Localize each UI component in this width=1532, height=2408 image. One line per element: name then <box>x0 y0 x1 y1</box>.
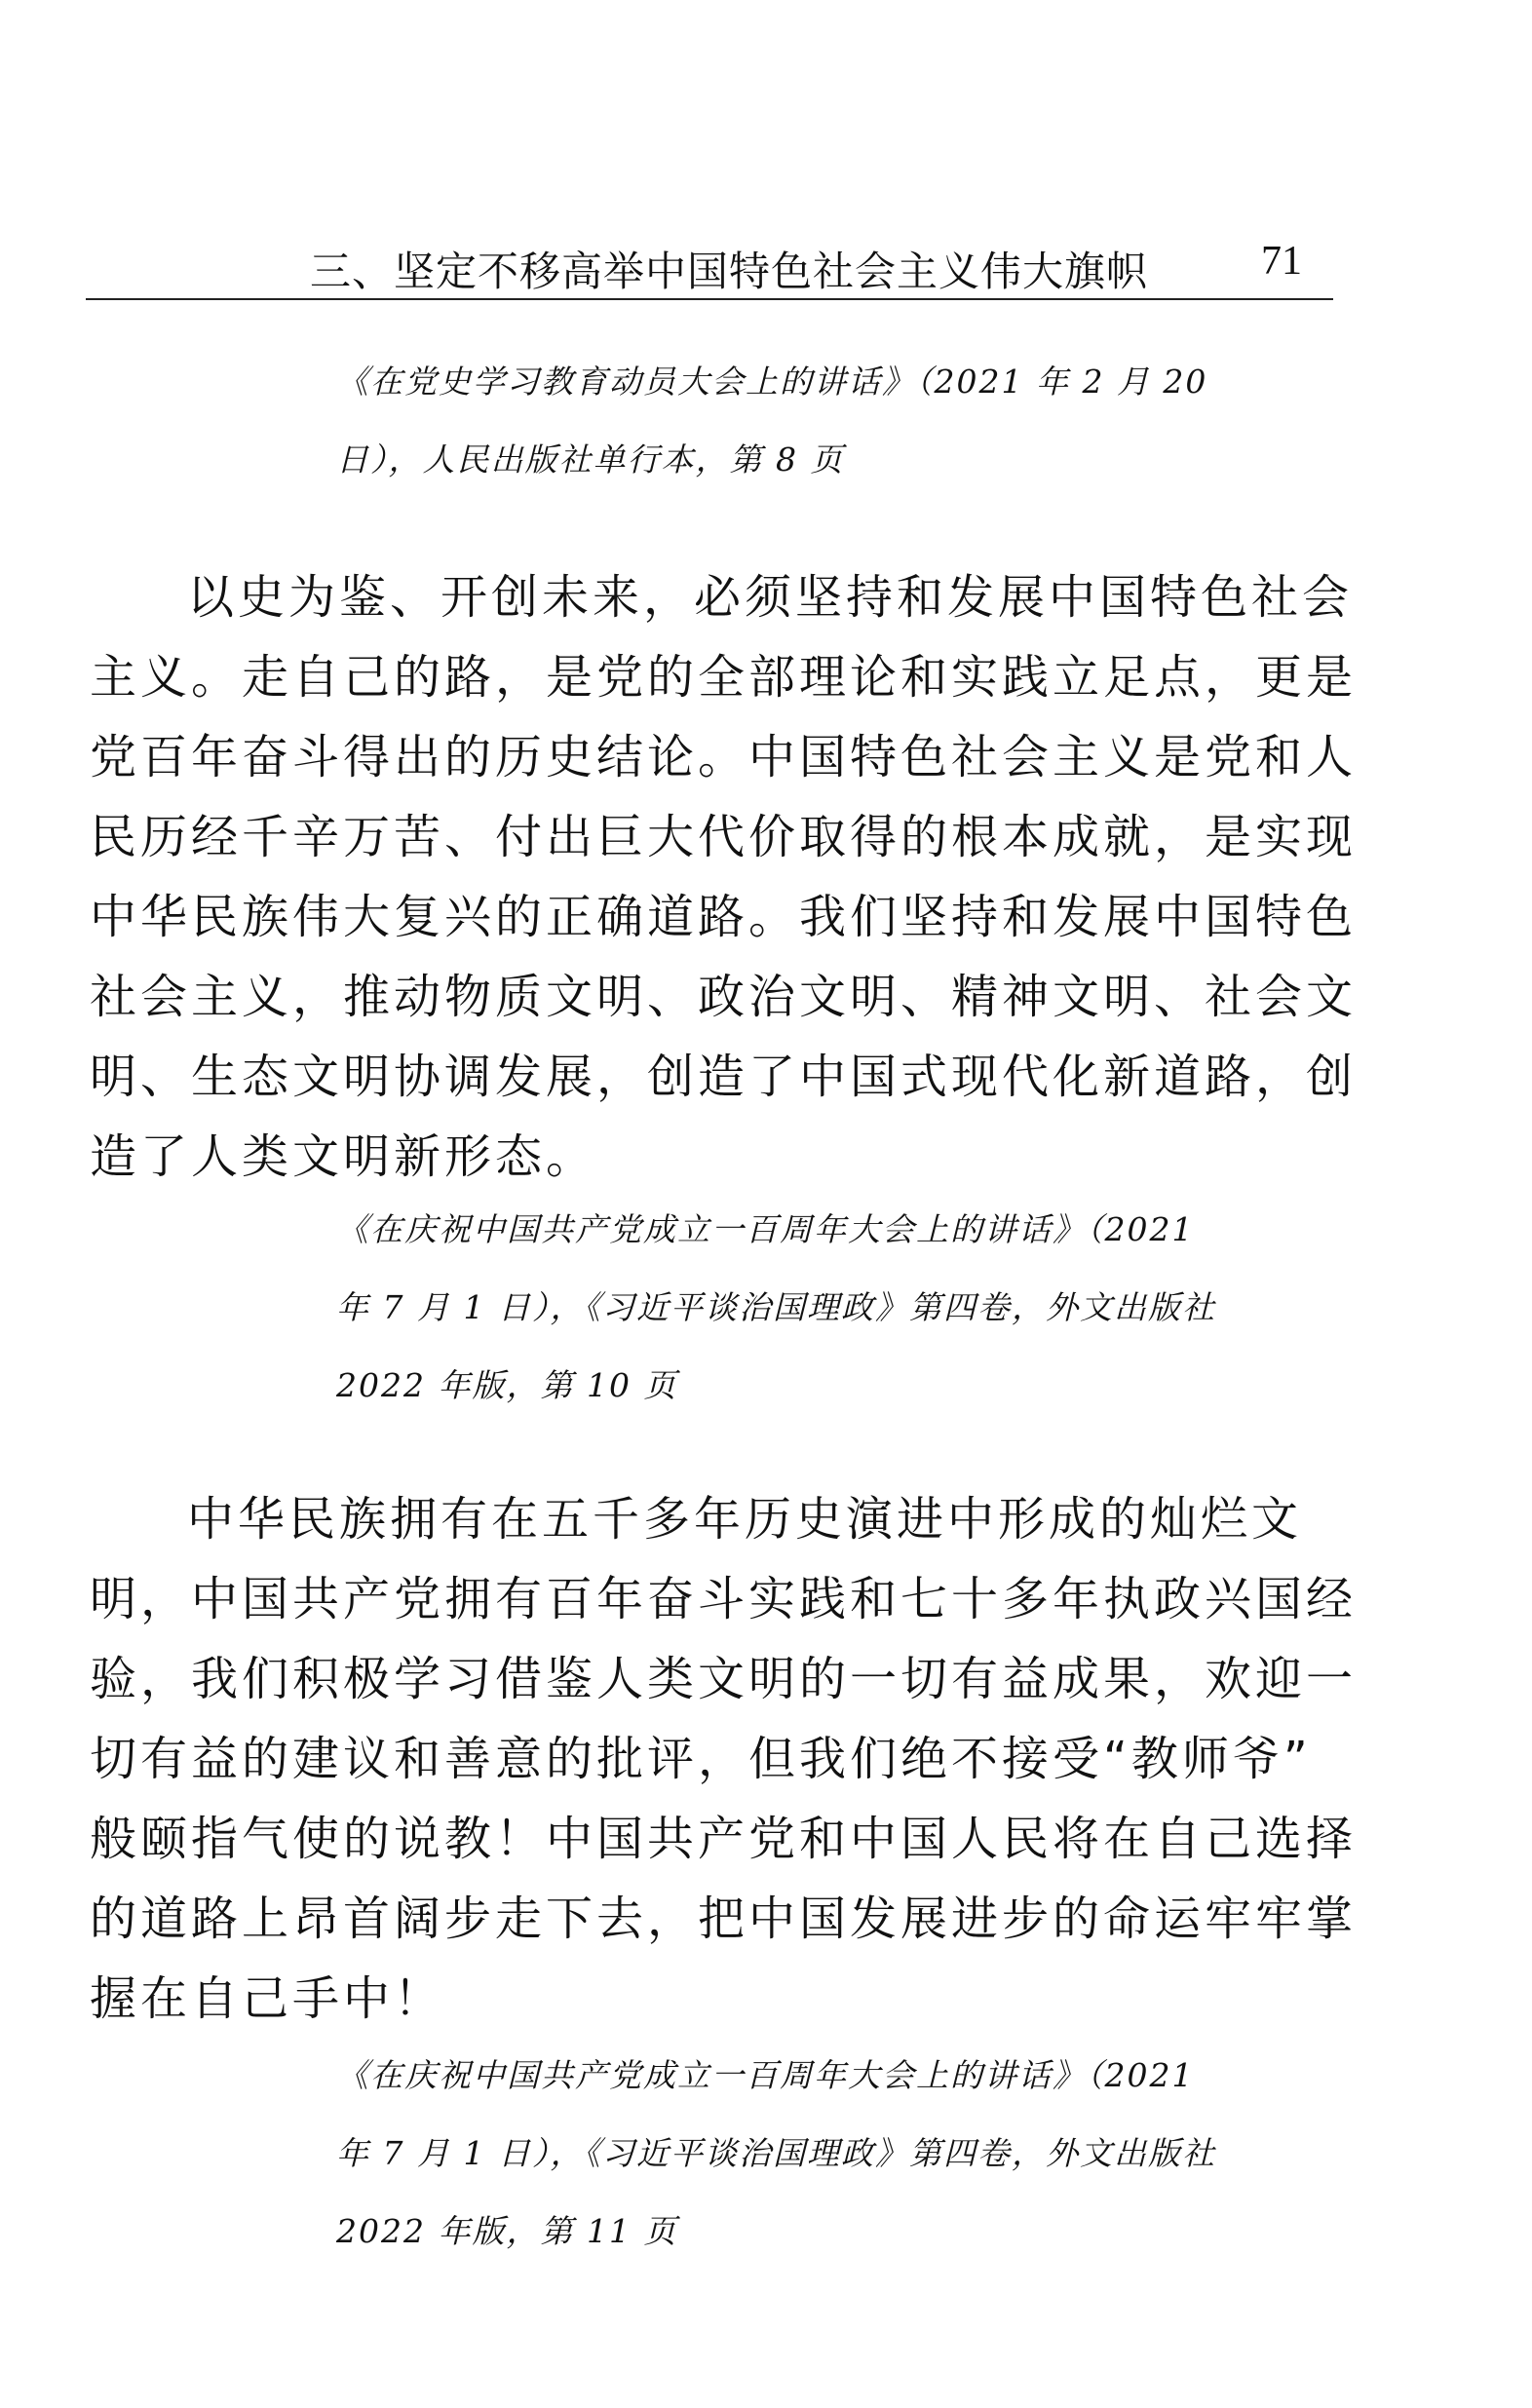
paragraph-line: 主义。走自己的路，是党的全部理论和实践立足点，更是 <box>90 650 1358 705</box>
paragraph-line: 中华民族拥有在五千多年历史演进中形成的灿烂文 <box>187 1492 1303 1547</box>
running-header <box>86 230 1337 298</box>
paragraph-line: 明、生态文明协调发展，创造了中国式现代化新道路，创 <box>90 1050 1358 1104</box>
paragraph-line: 造了人类文明新形态。 <box>90 1129 597 1184</box>
paragraph-line: 验，我们积极学习借鉴人类文明的一切有益成果，欢迎一 <box>90 1652 1358 1706</box>
paragraph-line: 明，中国共产党拥有百年奋斗实践和七十多年执政兴国经 <box>90 1572 1358 1626</box>
body-paragraph-1 <box>90 557 1358 1197</box>
paragraph-line: 般颐指气使的说教！中国共产党和中国人民将在自己选择 <box>90 1812 1358 1866</box>
paragraph-line: 民历经千辛万苦、付出巨大代价取得的根本成就，是实现 <box>90 810 1358 864</box>
citation-line: 年 7 月 1 日），《习近平谈治国理政》第四卷，外文出版社 <box>336 1288 1216 1326</box>
citation-line: 日），人民出版社单行本，第 8 页 <box>336 440 845 478</box>
header-divider <box>86 298 1333 300</box>
citation-1 <box>336 343 1342 499</box>
citation-line: 《在庆祝中国共产党成立一百周年大会上的讲话》（2021 <box>336 2056 1195 2094</box>
paragraph-line: 中华民族伟大复兴的正确道路。我们坚持和发展中国特色 <box>90 890 1358 944</box>
citation-line: 2022 年版，第 10 页 <box>336 1366 678 1404</box>
citation-line: 年 7 月 1 日），《习近平谈治国理政》第四卷，外文出版社 <box>336 2134 1216 2172</box>
page-number: 71 <box>1261 239 1302 284</box>
paragraph-line: 切有益的建议和善意的批评，但我们绝不接受“教师爷” <box>90 1732 1312 1786</box>
citation-line: 《在庆祝中国共产党成立一百周年大会上的讲话》（2021 <box>336 1210 1195 1248</box>
body-paragraph-2 <box>90 1479 1358 2039</box>
citation-line: 《在党史学习教育动员大会上的讲话》（2021 年 2 月 20 <box>336 363 1208 401</box>
citation-line: 2022 年版，第 11 页 <box>336 2212 678 2250</box>
paragraph-line: 社会主义，推动物质文明、政治文明、精神文明、社会文 <box>90 970 1358 1024</box>
citation-3 <box>336 2037 1342 2271</box>
paragraph-line: 握在自己手中！ <box>90 1971 445 2026</box>
paragraph-line: 以史为鉴、开创未来，必须坚持和发展中国特色社会 <box>187 570 1354 625</box>
chapter-title: 三、坚定不移高举中国特色社会主义伟大旗帜 <box>310 248 1149 295</box>
paragraph-line: 党百年奋斗得出的历史结论。中国特色社会主义是党和人 <box>90 730 1358 784</box>
paragraph-line: 的道路上昂首阔步走下去，把中国发展进步的命运牢牢掌 <box>90 1892 1358 1946</box>
citation-2 <box>336 1191 1342 1425</box>
